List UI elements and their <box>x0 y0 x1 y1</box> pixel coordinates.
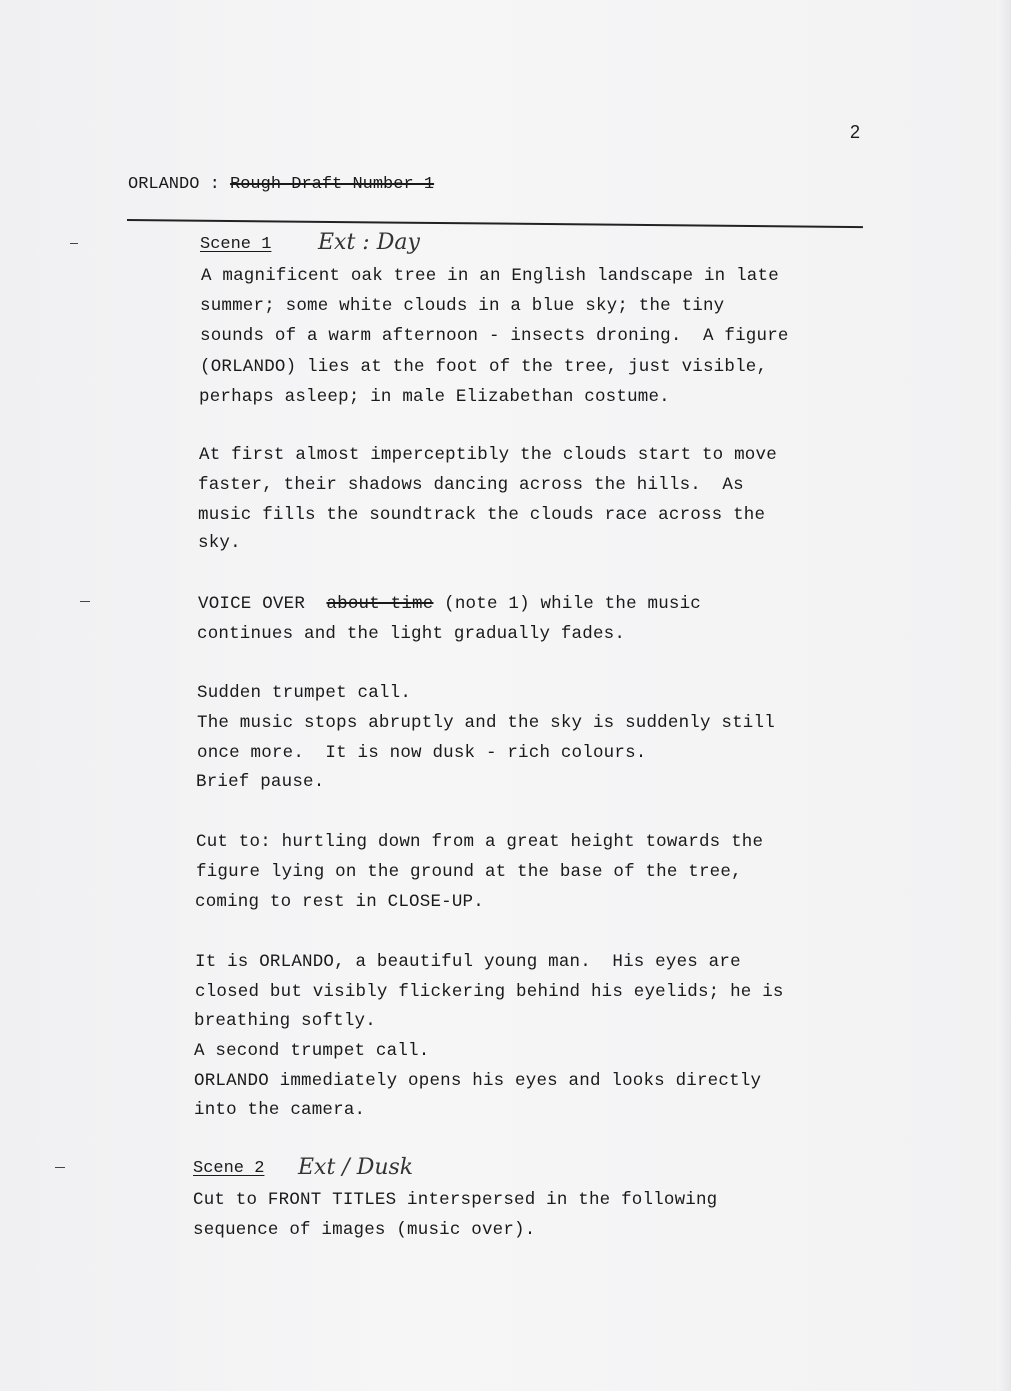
text-line: sounds of a warm afternoon - insects droning. A figure <box>200 326 789 346</box>
text-line: perhaps asleep; in male Elizabethan costume. <box>199 387 670 407</box>
text-line: (ORLANDO) lies at the foot of the tree, just visible, <box>200 357 768 377</box>
text-line: figure lying on the ground at the base of the tree, <box>196 862 742 882</box>
scene-1-heading: Scene 1 <box>200 235 272 254</box>
margin-mark <box>55 1167 65 1168</box>
scene-2-heading: Scene 2 <box>193 1159 265 1178</box>
text-line: Sudden trumpet call. <box>197 683 412 703</box>
voice-over-struck: about time <box>326 594 434 614</box>
scene-2-handwritten-note: Ext / Dusk <box>298 1155 414 1180</box>
text-line: sky. <box>198 533 241 553</box>
text-line: summer; some white clouds in a blue sky; the tiny <box>200 296 725 316</box>
text-line: into the camera. <box>194 1100 366 1120</box>
text-line: A magnificent oak tree in an English landscape in late <box>201 266 779 286</box>
voice-over-line <box>198 594 701 614</box>
margin-mark <box>70 243 78 244</box>
page-number: 2 <box>850 122 861 142</box>
text-line: The music stops abruptly and the sky is suddenly still <box>197 713 775 733</box>
text-line: music fills the soundtrack the clouds race across the <box>198 505 766 525</box>
text-line: Cut to: hurtling down from a great height towards the <box>196 832 764 852</box>
text-line: A second trumpet call. <box>194 1041 430 1061</box>
voice-over-suffix: (note 1) while the music <box>433 594 701 614</box>
header-separator: : <box>199 175 231 194</box>
text-line: sequence of images (music over). <box>193 1220 536 1240</box>
scene-1-handwritten-note: Ext : Day <box>318 230 420 255</box>
page-edge-shadow <box>997 0 1011 1391</box>
text-line: faster, their shadows dancing across the hills. As <box>198 475 744 495</box>
margin-mark <box>80 601 90 602</box>
text-line: once more. It is now dusk - rich colours. <box>197 743 647 763</box>
text-line: ORLANDO immediately opens his eyes and looks directly <box>194 1071 762 1091</box>
text-line: It is ORLANDO, a beautiful young man. His eyes are <box>195 952 741 972</box>
text-line: Brief pause. <box>196 772 325 792</box>
text-line: coming to rest in CLOSE-UP. <box>195 892 484 912</box>
text-line: Cut to FRONT TITLES interspersed in the following <box>193 1190 718 1210</box>
header-title: ORLANDO <box>128 175 200 194</box>
voice-over-prefix: VOICE OVER <box>198 594 327 614</box>
text-line: continues and the light gradually fades. <box>197 624 626 644</box>
text-line: closed but visibly flickering behind his eyelids; he is <box>195 982 784 1002</box>
text-line: At first almost imperceptibly the clouds start to move <box>199 445 777 465</box>
document-header <box>128 175 434 194</box>
header-rule <box>127 219 863 228</box>
text-line: breathing softly. <box>194 1011 376 1031</box>
header-struck-subtitle: Rough Draft Number 1 <box>230 175 435 194</box>
